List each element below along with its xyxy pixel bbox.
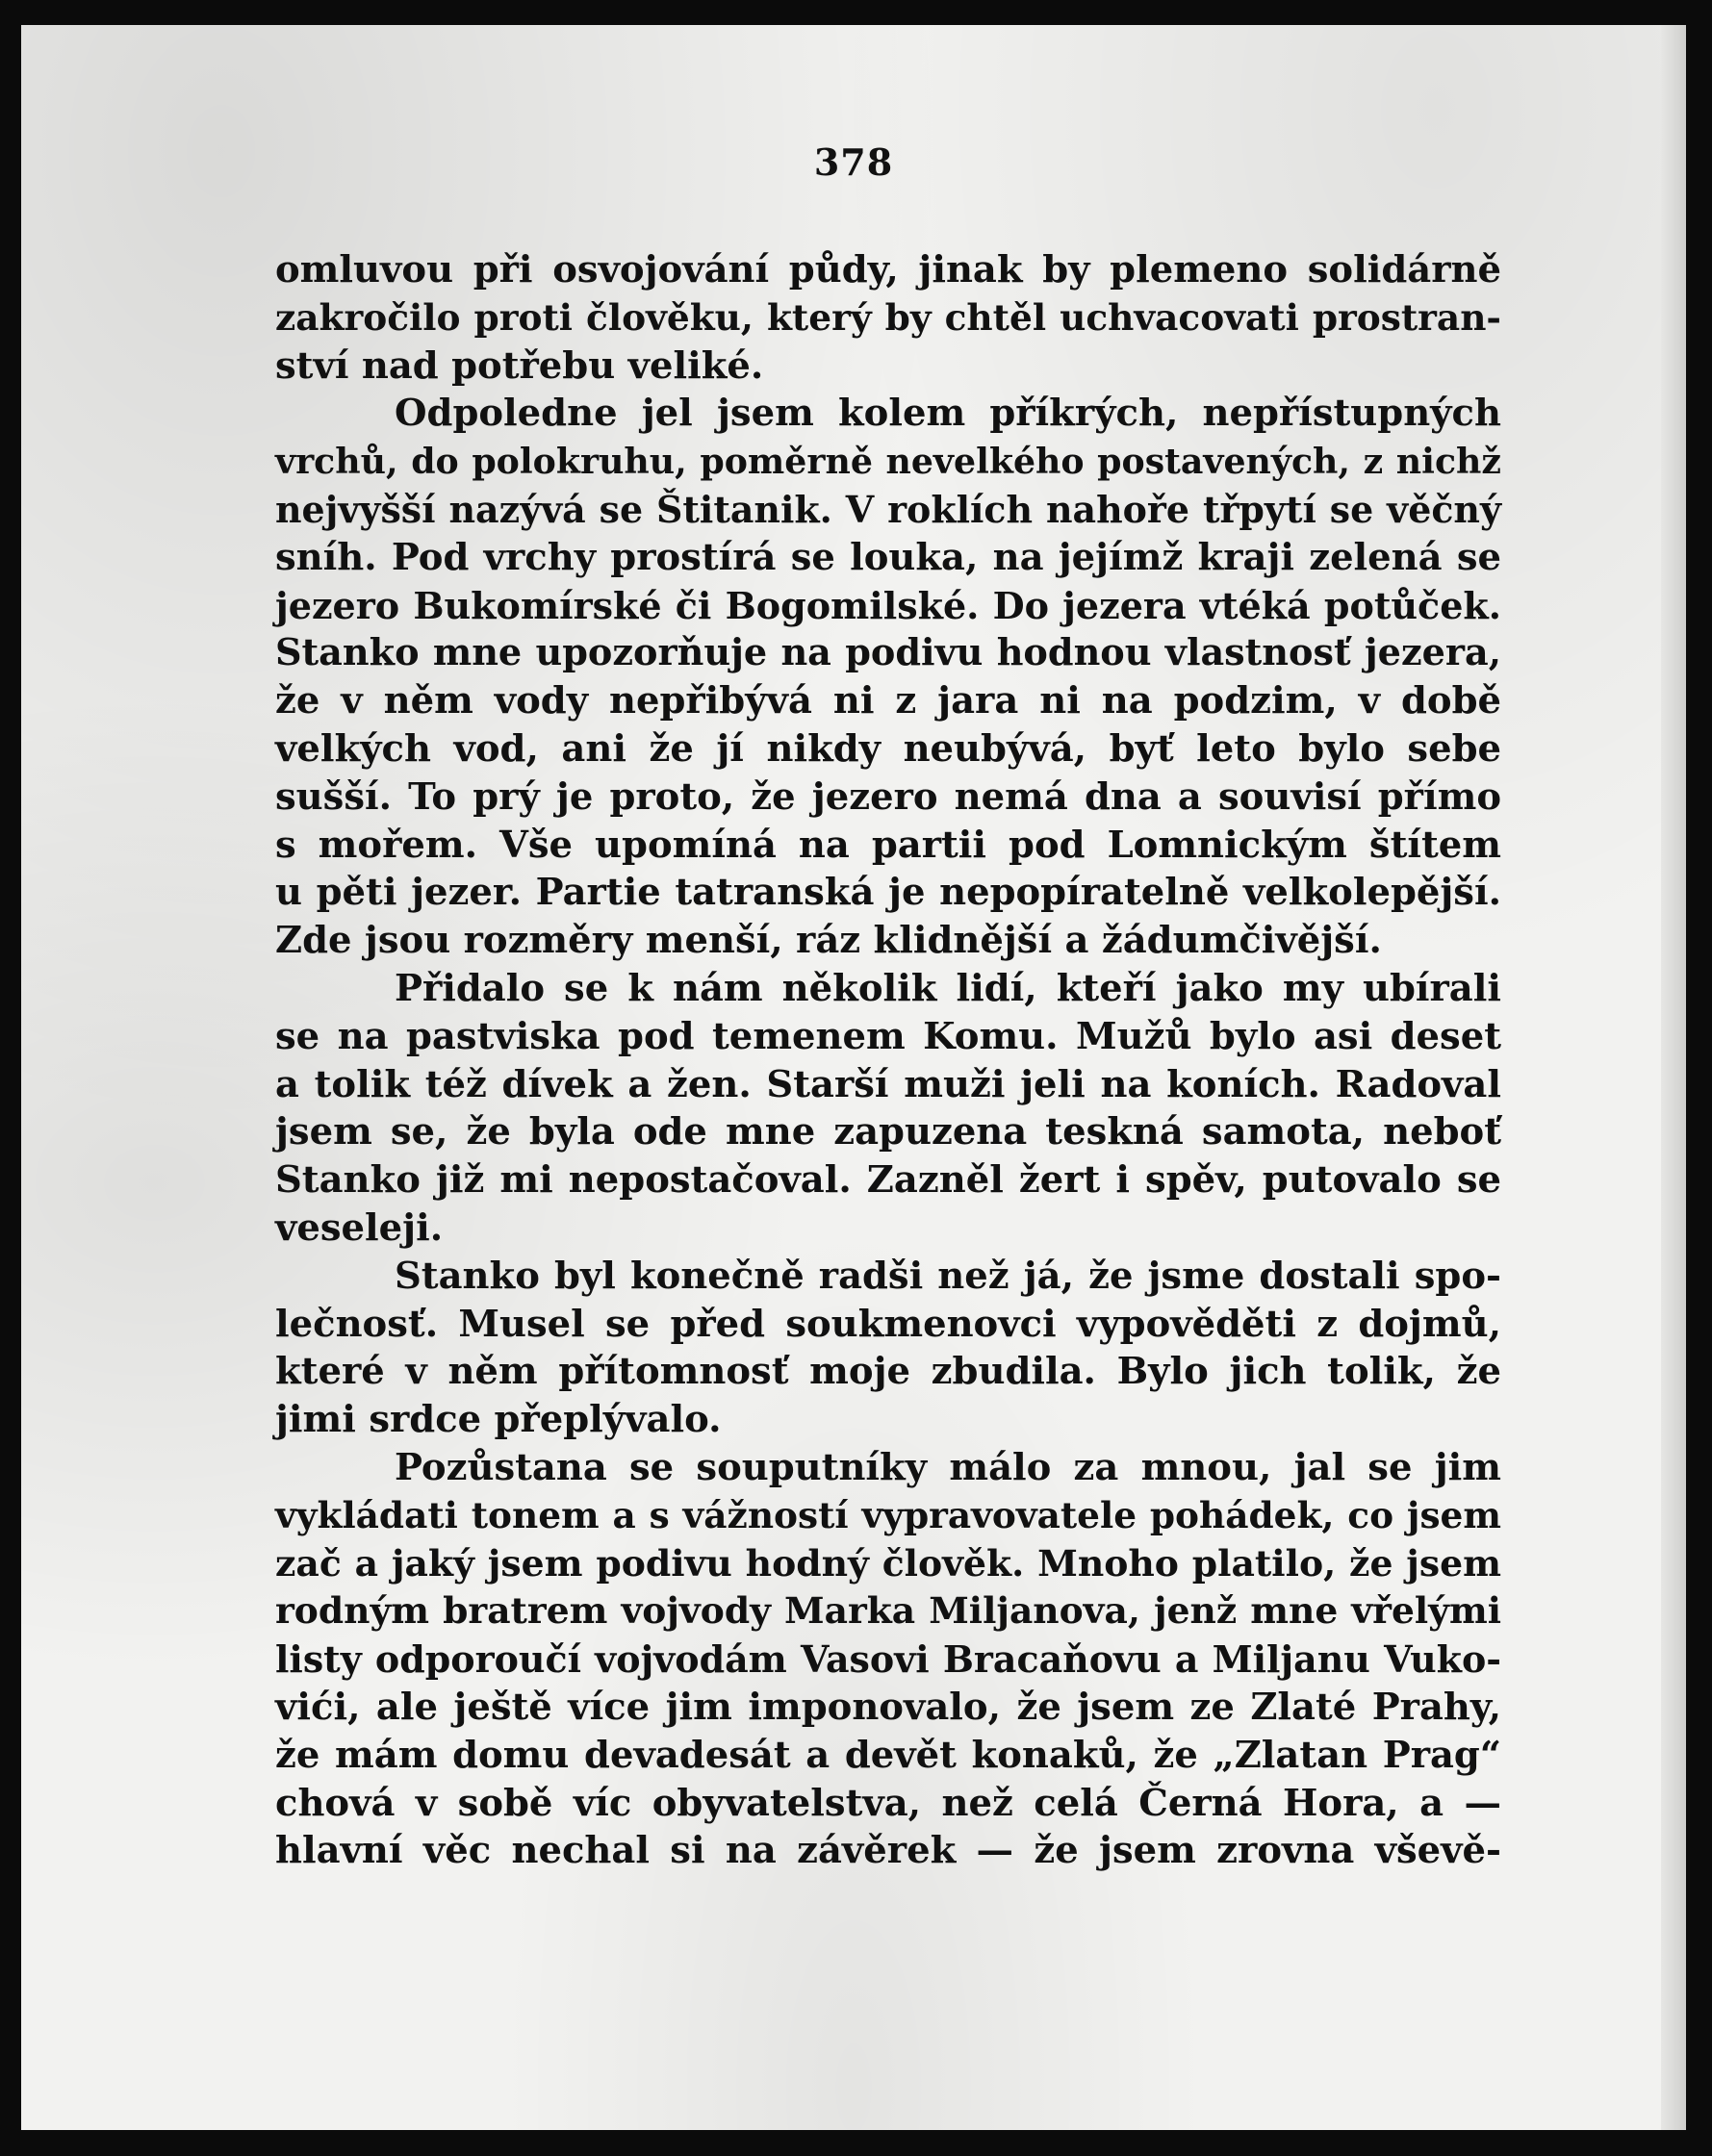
text-line: s mořem. Vše upomíná na partii pod Lomnickým štítem [275,823,1501,867]
text-line: které v něm přítomnosť moje zbudila. Bylo jich tolik, že [275,1350,1501,1394]
text-line: Stanko byl konečně radši než já, že jsme dostali spo- [395,1254,1501,1298]
text-line: lečnosť. Musel se před soukmenovci vypověděti z dojmů, [275,1302,1501,1346]
text-line: u pěti jezer. Partie tatranská je nepopíratelně velkolepější. [275,871,1501,915]
body-text [275,246,1501,1875]
text-line: sušší. To prý je proto, že jezero nemá dna a souvisí přímo [275,774,1501,819]
text-line: hlavní věc nechal si na závěrek — že jsem zrovna vševě- [275,1829,1501,1873]
book-page [21,25,1686,2130]
text-line: chová v sobě víc obyvatelstva, než celá Černá Hora, a — [275,1781,1501,1825]
text-line: listy odporoučí vojvodám Vasovi Bracaňovu a Miljanu Vuko- [275,1637,1501,1682]
text-line: zakročilo proti člověku, který by chtěl uchvacovati prostran- [275,295,1501,339]
text-line: sníh. Pod vrchy prostírá se louka, na jejímž kraji zelená se [275,535,1501,579]
text-line: se na pastviska pod temenem Komu. Mužů bylo asi deset [275,1014,1501,1058]
page-number: 378 [813,140,894,184]
text-line: vrchů, do polokruhu, poměrně nevelkého postavených, z nichž [275,441,1501,483]
text-line: Pozůstana se souputníky málo za mnou, jal se jim [395,1445,1501,1489]
text-line: že v něm vody nepřibývá ni z jara ni na podzim, v době [275,679,1501,723]
text-line: rodným bratrem vojvody Marka Miljanova, jenž mne vřelými [275,1589,1501,1633]
text-line: ství nad potřebu veliké. [275,343,764,388]
text-line: Zde jsou rozměry menší, ráz klidnější a žádumčivější. [275,919,1382,963]
text-line: a tolik též dívek a žen. Starší muži jeli na koních. Radoval [275,1062,1501,1106]
text-line: veseleji. [275,1205,444,1250]
text-line: Stanko již mi nepostačoval. Zazněl žert i spěv, putovalo se [275,1158,1501,1203]
text-line: nejvyšší nazývá se Štitanik. V roklích nahoře třpytí se věčný [275,487,1501,531]
text-line: zač a jaký jsem podivu hodný člověk. Mnoho platilo, že jsem [275,1541,1501,1585]
text-line: omluvou při osvojování půdy, jinak by plemeno solidárně [275,248,1501,292]
text-line: že mám domu devadesát a devět konaků, že „Zlatan Prag“ [275,1733,1501,1777]
text-line: jezero Bukomírské či Bogomilské. Do jezera vtéká potůček. [275,583,1501,627]
text-line: vići, ale ještě více jim imponovalo, že jsem ze Zlaté Prahy, [275,1685,1501,1729]
text-line: Odpoledne jel jsem kolem příkrých, nepřístupných [395,392,1501,436]
text-line: Přidalo se k nám několik lidí, kteří jako my ubírali [395,966,1501,1010]
text-line: velkých vod, ani že jí nikdy neubývá, byť leto bylo sebe [275,726,1501,771]
page-edge-shadow [1661,25,1686,2130]
text-line: Stanko mne upozorňuje na podivu hodnou vlastnosť jezera, [275,631,1501,675]
text-line: jimi srdce přeplývalo. [275,1398,722,1442]
text-line: jsem se, že byla ode mne zapuzena teskná samota, neboť [275,1110,1501,1154]
text-line: vykládati tonem a s vážností vypravovatele pohádek, co jsem [275,1493,1501,1536]
